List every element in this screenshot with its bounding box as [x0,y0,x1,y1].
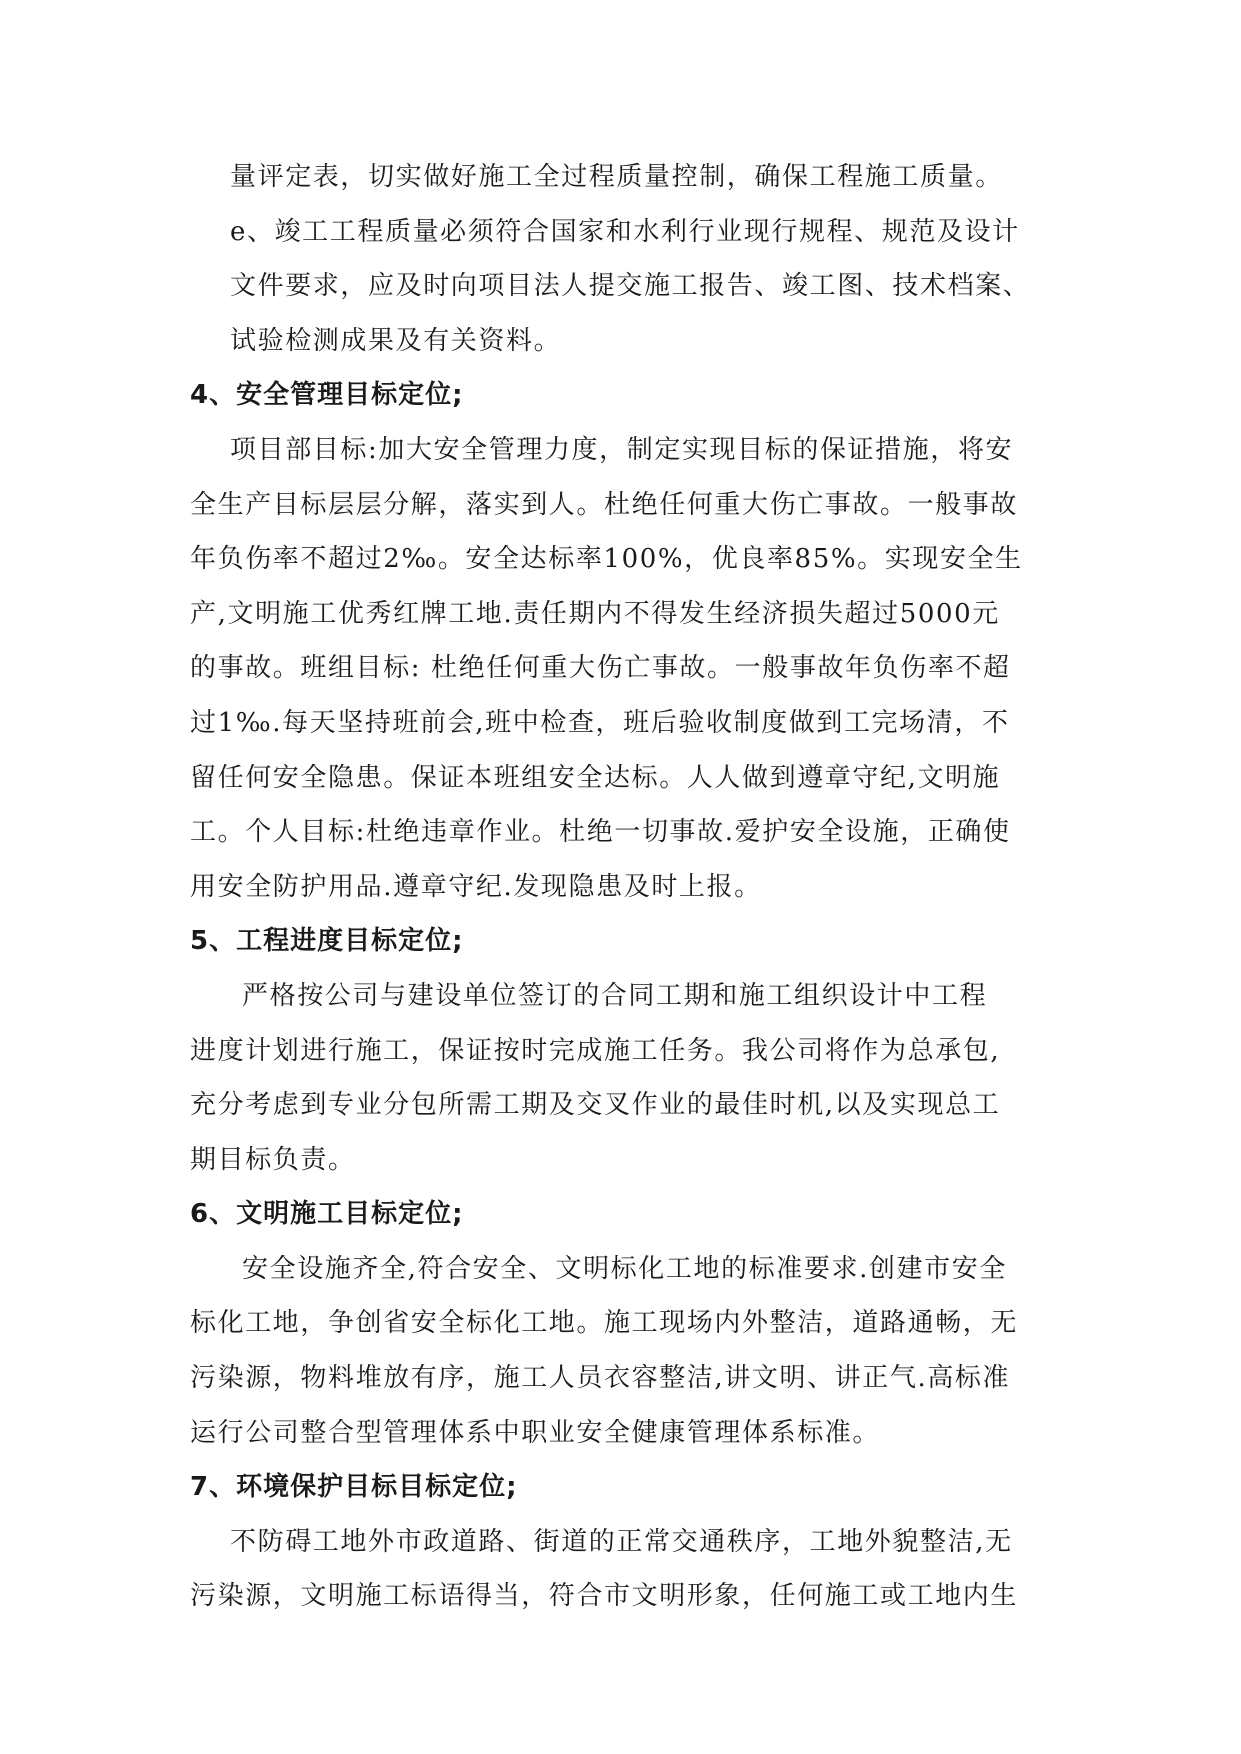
section-heading-civilized-construction: 6、文明施工目标定位; [190,1199,464,1230]
list-item-continuation: 文件要求，应及时向项目法人提交施工报告、竣工图、技术档案、 [230,271,1031,302]
list-item-continuation: 试验检测成果及有关资料。 [230,325,562,356]
paragraph-line: 产,文明施工优秀红牌工地.责任期内不得发生经济损失超过5000元 [190,598,1000,629]
section-heading-schedule: 5、工程进度目标定位; [190,926,464,957]
paragraph-line: 工。个人目标:杜绝违章作业。杜绝一切事故.爱护安全设施，正确使 [190,817,1011,848]
paragraph-line: 用安全防护用品.遵章守纪.发现隐患及时上报。 [190,871,762,902]
paragraph-line: 项目部目标:加大安全管理力度，制定实现目标的保证措施，将安 [230,434,1014,465]
paragraph-line: 运行公司整合型管理体系中职业安全健康管理体系标准。 [190,1417,881,1448]
paragraph-line: 期目标负责。 [190,1144,356,1175]
section-heading-environmental: 7、环境保护目标目标定位; [190,1472,518,1503]
paragraph-line: 全生产目标层层分解，落实到人。杜绝任何重大伤亡事故。一般事故 [190,489,1019,520]
list-item-e: e、竣工工程质量必须符合国家和水利行业现行规程、规范及设计 [230,216,1020,247]
document-body [190,150,1050,1624]
paragraph-line: 污染源，物料堆放有序，施工人员衣容整洁,讲文明、讲正气.高标准 [190,1363,1011,1394]
paragraph-line: 进度计划进行施工，保证按时完成施工任务。我公司将作为总承包, [190,1035,1001,1066]
paragraph-line: 留任何安全隐患。保证本班组安全达标。人人做到遵章守纪,文明施 [190,762,1001,793]
paragraph-line: 严格按公司与建设单位签订的合同工期和施工组织设计中工程 [242,980,988,1011]
paragraph-line: 安全设施齐全,符合安全、文明标化工地的标准要求.创建市安全 [242,1253,1007,1284]
paragraph-line: 过1‰.每天坚持班前会,班中检查，班后验收制度做到工完场清，不 [190,707,1010,738]
paragraph-line: 充分考虑到专业分包所需工期及交叉作业的最佳时机,以及实现总工 [190,1090,1001,1121]
paragraph-line: 的事故。班组目标: 杜绝任何重大伤亡事故。一般事故年负伤率不超 [190,653,1011,684]
paragraph-line: 年负伤率不超过2‰。安全达标率100%，优良率85%。实现安全生 [190,544,1023,575]
paragraph-line: 不防碍工地外市政道路、街道的正常交通秩序，工地外貌整洁,无 [230,1526,1013,1557]
paragraph-line: 标化工地，争创省安全标化工地。施工现场内外整洁，道路通畅，无 [190,1308,1019,1339]
section-heading-safety: 4、安全管理目标定位; [190,380,464,411]
paragraph-line: 污染源，文明施工标语得当，符合市文明形象，任何施工或工地内生 [190,1581,1019,1612]
list-item-continuation: 量评定表，切实做好施工全过程质量控制，确保工程施工质量。 [230,162,1003,192]
